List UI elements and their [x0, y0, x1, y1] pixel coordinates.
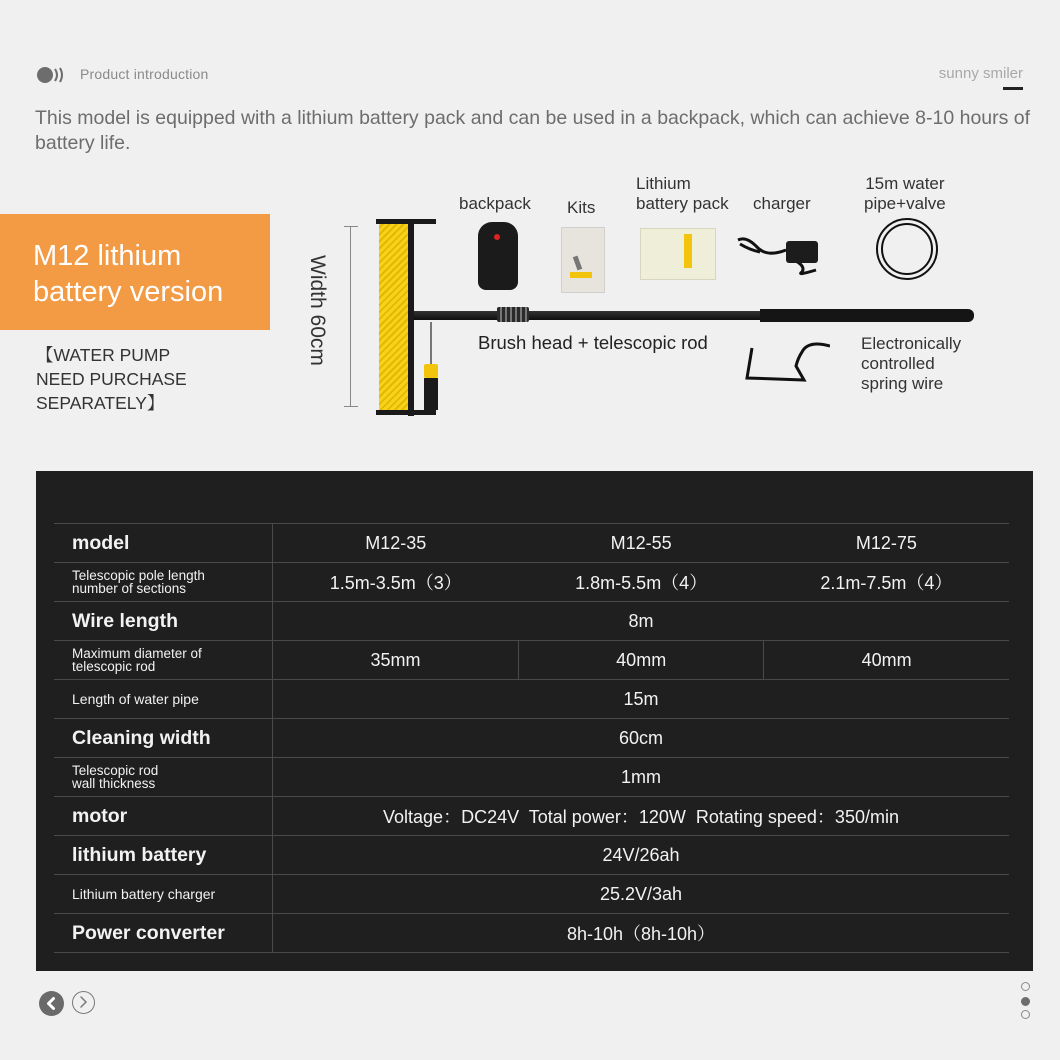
water-pump-note	[36, 343, 187, 415]
row-label-line: wall thickness	[72, 776, 156, 791]
table-header-row	[54, 524, 1009, 563]
cell: 60cm	[273, 719, 1010, 758]
chevron-right-icon	[73, 992, 93, 1012]
motor-wire	[430, 322, 432, 366]
cell: 35mm	[273, 641, 519, 680]
label-line: Lithium	[636, 174, 691, 193]
note-line: SEPARATELY】	[36, 393, 165, 413]
charger-image	[786, 241, 818, 263]
width-label: Width 60cm	[306, 255, 329, 366]
water-pipe-image	[876, 218, 938, 280]
label-line: 15m water	[865, 174, 945, 193]
brush-frame-top	[376, 219, 436, 224]
cell: 1.8m-5.5m（4）	[519, 563, 764, 602]
row-label: lithium battery	[54, 836, 273, 875]
cell: 40mm	[764, 641, 1009, 680]
rod-lock	[497, 307, 529, 322]
motor-body	[424, 378, 438, 410]
row-label-line: Telescopic pole length	[72, 568, 205, 583]
page-dot-1[interactable]	[1021, 982, 1030, 991]
row-label: Power converter	[54, 914, 273, 953]
column-header-label: model	[54, 524, 273, 563]
version-title-line1: M12 lithium	[33, 240, 182, 272]
note-line: NEED PURCHASE	[36, 369, 187, 389]
label-line: controlled	[861, 354, 935, 373]
accessory-label-charger: charger	[753, 194, 811, 213]
cell: Voltage：DC24V Total power：120W Rotating speed：350/min	[273, 797, 1010, 836]
label-line: battery pack	[636, 194, 729, 213]
intro-text: This model is equipped with a lithium battery pack and can be used in a backpack, which can achieve 8-10 hours of battery life.	[35, 107, 1031, 154]
row-label: Lithium battery charger	[54, 875, 273, 914]
accessory-label-backpack: backpack	[459, 194, 531, 213]
row-label-line: telescopic rod	[72, 659, 156, 674]
kits-part	[570, 272, 592, 278]
row-label-line: Maximum diameter of	[72, 646, 202, 661]
backpack-image	[478, 222, 518, 290]
spring-wire-image	[744, 336, 830, 386]
prev-button[interactable]	[39, 991, 64, 1016]
width-measure-line	[350, 226, 351, 406]
brush-head-image	[379, 222, 409, 414]
backpack-logo	[494, 234, 500, 240]
column-header-model: M12-75	[764, 524, 1009, 563]
cell: 40mm	[519, 641, 764, 680]
table-row	[54, 563, 1009, 602]
row-label: motor	[54, 797, 273, 836]
brand-underline	[1003, 87, 1023, 90]
row-label-line: number of sections	[72, 581, 187, 596]
table-row	[54, 680, 1009, 719]
motor-cap	[424, 364, 438, 378]
rod-label: Brush head + telescopic rod	[478, 332, 708, 353]
section-title: Product introduction	[80, 66, 209, 82]
row-label	[54, 641, 273, 680]
label-line: Electronically	[861, 334, 962, 353]
table-row	[54, 875, 1009, 914]
cell: 15m	[273, 680, 1010, 719]
label-line: spring wire	[861, 374, 944, 393]
sound-wave-icon	[36, 66, 66, 84]
cell: 1.5m-3.5m（3）	[273, 563, 519, 602]
kits-image	[561, 227, 605, 293]
brush-frame-bottom	[376, 410, 436, 415]
row-label: Cleaning width	[54, 719, 273, 758]
note-line: 【WATER PUMP	[36, 345, 171, 365]
cell: 8h-10h（8h-10h）	[273, 914, 1010, 953]
table-row	[54, 758, 1009, 797]
version-title-line2: battery version	[33, 276, 224, 308]
column-header-model: M12-55	[519, 524, 764, 563]
cell: 8m	[273, 602, 1010, 641]
battery-sticker	[684, 234, 692, 268]
row-label: Length of water pipe	[54, 680, 273, 719]
rod-grip	[760, 309, 974, 322]
row-label-line: Telescopic rod	[72, 763, 159, 778]
column-header-model: M12-35	[273, 524, 519, 563]
width-measure-cap	[344, 406, 358, 407]
accessory-label-pipe	[864, 174, 946, 214]
table-row	[54, 797, 1009, 836]
row-label	[54, 563, 273, 602]
chevron-left-icon	[39, 991, 64, 1016]
row-label: Wire length	[54, 602, 273, 641]
version-title	[33, 238, 223, 310]
table-row	[54, 914, 1009, 953]
row-label	[54, 758, 273, 797]
page-dot-2[interactable]	[1021, 997, 1030, 1006]
table-row	[54, 836, 1009, 875]
cell: 24V/26ah	[273, 836, 1010, 875]
next-button[interactable]	[72, 991, 95, 1014]
cell: 2.1m-7.5m（4）	[764, 563, 1009, 602]
table-row	[54, 602, 1009, 641]
page-dot-3[interactable]	[1021, 1010, 1030, 1019]
brand-name: sunny smiler	[938, 65, 1023, 82]
label-line: pipe+valve	[864, 194, 946, 213]
accessory-label-kits: Kits	[567, 198, 596, 217]
battery-pack-image	[640, 228, 716, 280]
spec-table	[54, 523, 1009, 953]
table-row	[54, 719, 1009, 758]
cell: 25.2V/3ah	[273, 875, 1010, 914]
width-measure-cap	[344, 226, 358, 227]
table-row	[54, 641, 1009, 680]
cell: 1mm	[273, 758, 1010, 797]
spring-wire-label	[861, 334, 961, 394]
accessory-label-battery	[636, 174, 729, 214]
